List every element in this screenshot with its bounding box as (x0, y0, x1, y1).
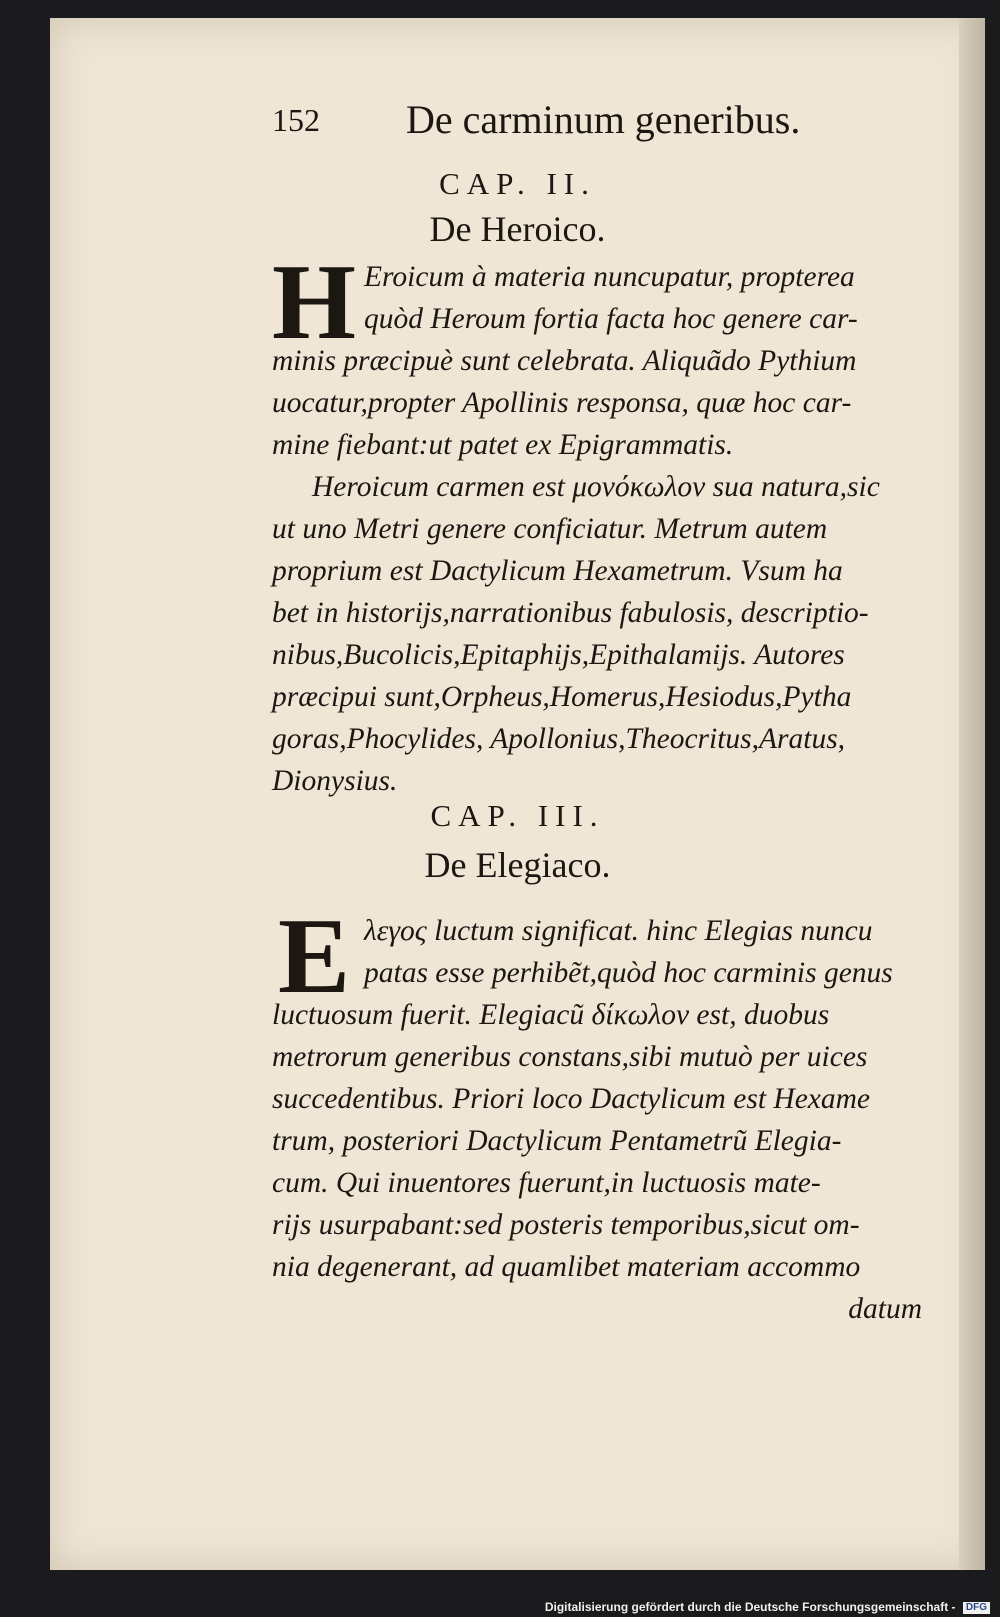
text-line: metrorum generibus constans,sibi mutuò per uices (272, 1041, 868, 1073)
text-line: uocatur,propter Apollinis responsa, quæ hoc car- (272, 387, 852, 419)
text-line: luctuosum fuerit. Elegiacũ δίκωλον est, duobus (272, 999, 830, 1031)
text-line: cum. Qui inuentores fuerunt,in luctuosis mate- (272, 1167, 821, 1199)
text-line: bet in historijs,narrationibus fabulosis, descriptio- (272, 597, 869, 629)
catchword: datum (848, 1293, 922, 1325)
text-line: mine fiebant:ut patet ex Epigrammatis. (272, 429, 734, 461)
drop-cap-h: H (272, 243, 357, 362)
text-line: λεγος luctum significat. hinc Elegias nuncu (364, 915, 873, 947)
text-line: proprium est Dactylicum Hexametrum. Vsum ha (272, 555, 843, 587)
dfg-logo-icon: DFG (963, 1602, 990, 1614)
text-line: Heroicum carmen est μονόκωλον sua natura,sic (312, 471, 880, 503)
digitization-credit (0, 1600, 990, 1614)
text-line: ut uno Metri genere conficiatur. Metrum autem (272, 513, 828, 545)
drop-cap-e: E (278, 897, 351, 1016)
book-page (50, 18, 985, 1570)
text-line: patas esse perhibẽt,quòd hoc carminis genus (364, 957, 893, 989)
text-line: trum, posteriori Dactylicum Pentametrũ Elegia- (272, 1125, 842, 1157)
text-line: goras,Phocylides, Apollonius,Theocritus,Aratus, (272, 723, 846, 755)
text-line: Eroicum à materia nuncupatur, propterea (364, 261, 855, 293)
text-line: Dionysius. (272, 765, 398, 797)
text-line: præcipui sunt,Orpheus,Homerus,Hesiodus,Pytha (272, 681, 852, 713)
credit-text: Digitalisierung gefördert durch die Deutsche Forschungsgemeinschaft - (544, 1600, 956, 1614)
text-line: quòd Heroum fortia facta hoc genere car- (364, 303, 858, 335)
text-line: succedentibus. Priori loco Dactylicum est Hexame (272, 1083, 871, 1115)
text-line: rijs usurpabant:sed posteris temporibus,sicut om- (272, 1209, 860, 1241)
chapter-heading-2: CAP. II. (439, 166, 596, 201)
text-line: nibus,Bucolicis,Epitaphijs,Epithalamijs. Autores (272, 639, 845, 671)
text-line: nia degenerant, ad quamlibet materiam accommo (272, 1251, 861, 1283)
chapter-title-elegiaco: De Elegiaco. (424, 845, 611, 885)
chapter-title-heroico: De Heroico. (429, 209, 606, 249)
page-edge (959, 18, 985, 1570)
page-number: 152 (272, 102, 320, 138)
section-elegiaco-text (272, 897, 922, 1330)
running-title: De carminum generibus. (406, 97, 801, 142)
section-heroico-text (272, 243, 922, 802)
page-header (272, 90, 912, 140)
chapter-heading-3: CAP. III. (430, 798, 605, 833)
text-line: minis præcipuè sunt celebrata. Aliquãdo Pythium (272, 345, 857, 377)
